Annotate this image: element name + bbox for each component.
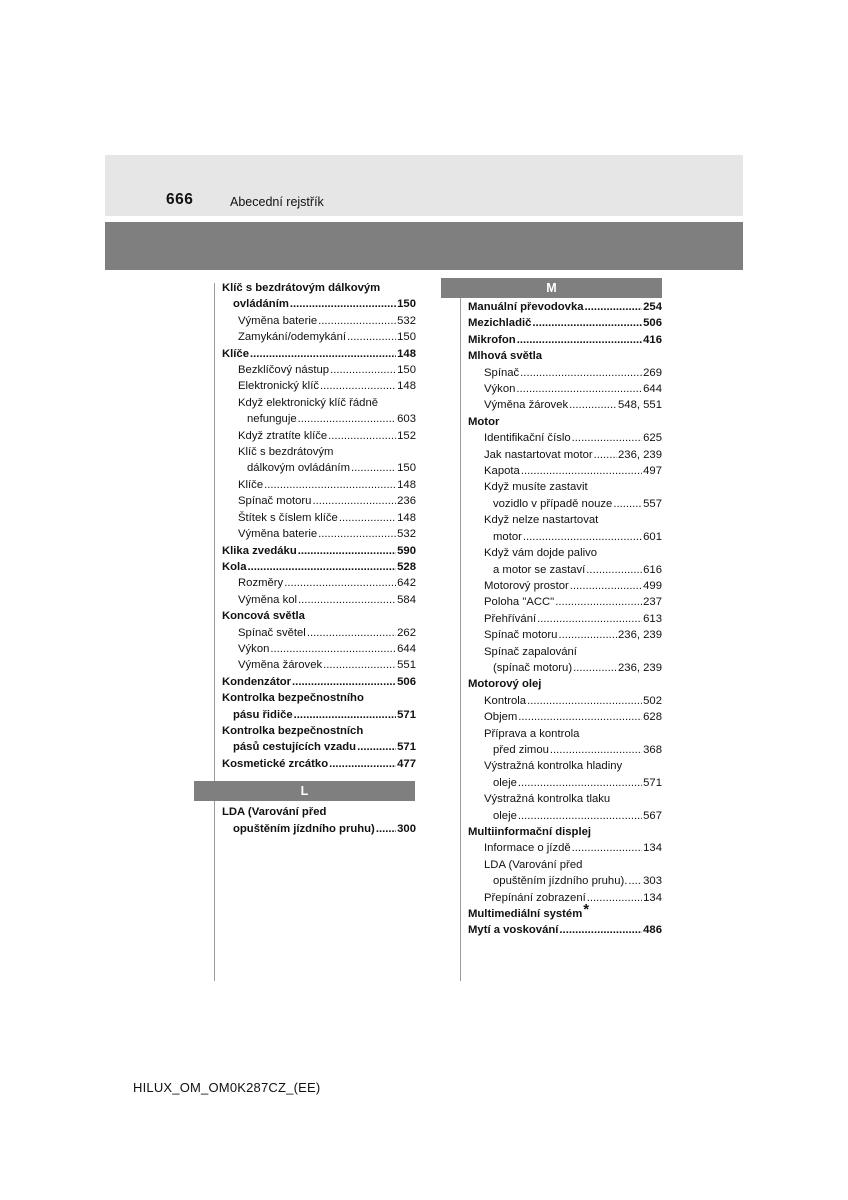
index-term: Mlhová světla: [468, 350, 543, 363]
page-reference: 152: [397, 429, 416, 442]
page-reference: 644: [643, 383, 662, 396]
index-entry: [222, 526, 416, 542]
page-reference: 601: [643, 530, 662, 543]
dot-leader: [347, 329, 396, 345]
index-entry: [222, 608, 416, 624]
index-term: Identifikační číslo: [484, 432, 571, 445]
index-term: Kosmetické zrcátko: [222, 757, 329, 770]
index-term: Výkon: [484, 383, 516, 396]
index-term: Bezklíčový nástup: [238, 364, 330, 377]
index-term: Přepínání zobrazení: [484, 891, 586, 904]
index-column-right: [468, 299, 662, 939]
index-term: opuštěním jízdního pruhu).: [493, 875, 628, 888]
index-entry: [222, 428, 416, 444]
page-reference: 502: [643, 694, 662, 707]
index-term: Informace o jízdě: [484, 842, 571, 855]
index-entry: [468, 890, 662, 906]
index-entry: [222, 575, 416, 591]
index-entry: [222, 280, 416, 296]
dot-leader: [521, 463, 642, 479]
dot-leader: [323, 657, 396, 673]
index-entry: [222, 313, 416, 329]
index-entry: [468, 545, 662, 561]
index-term: motor: [493, 530, 522, 543]
index-term: Klíč s bezdrátovým: [238, 446, 334, 459]
dot-leader: [320, 378, 396, 394]
dot-leader: [572, 430, 642, 446]
page-reference: 134: [643, 842, 662, 855]
index-entry: [468, 824, 662, 840]
index-term: Objem: [484, 711, 518, 724]
index-entry: [468, 348, 662, 364]
index-entry: [222, 641, 416, 657]
index-entry: [468, 381, 662, 397]
page-reference: 642: [397, 577, 416, 590]
page-reference: 571: [397, 708, 416, 721]
index-term: Když nelze nastartovat: [484, 514, 599, 527]
index-entry: [222, 395, 416, 411]
page-reference: 532: [397, 528, 416, 541]
page-reference: 254: [643, 301, 662, 313]
index-term: Výměna žárovek: [484, 399, 569, 412]
page-reference: 148: [397, 380, 416, 393]
index-entry: [468, 512, 662, 528]
index-column-left: [222, 280, 416, 837]
dot-leader: [558, 627, 617, 643]
index-entry: [222, 296, 416, 312]
dot-leader: [357, 739, 396, 755]
index-term: Mikrofon: [468, 333, 516, 346]
index-entry: [222, 690, 416, 706]
index-term: Spínač motoru: [484, 629, 558, 642]
page-reference: 368: [643, 743, 662, 756]
letter-heading-l: L: [194, 781, 415, 801]
page-reference: 628: [643, 711, 662, 724]
index-entry: [468, 742, 662, 758]
letter-heading-m: M: [441, 278, 662, 298]
page-reference: 616: [643, 563, 662, 576]
index-entry: [222, 510, 416, 526]
dot-leader: [572, 840, 642, 856]
index-entry: [222, 378, 416, 394]
dot-leader: [250, 346, 396, 362]
index-term: Kontrolka bezpečnostních: [222, 724, 364, 737]
dot-leader: [298, 592, 396, 608]
page-reference: 477: [397, 757, 416, 770]
index-entry: [222, 362, 416, 378]
index-term: oleje: [493, 776, 517, 789]
index-entry: [468, 644, 662, 660]
index-entry: [468, 562, 662, 578]
index-term: Spínač světel: [238, 626, 306, 639]
index-term: Rozměry: [238, 577, 284, 590]
index-entry: [468, 315, 662, 331]
page-number: 666: [166, 191, 194, 208]
page-reference: 416: [643, 333, 662, 346]
page-reference: 571: [397, 741, 416, 754]
index-term: Motorový olej: [468, 678, 542, 691]
index-term: Výměna kol: [238, 593, 298, 606]
page-reference: 571: [643, 776, 662, 789]
index-term: Klíče: [238, 478, 264, 491]
dot-leader: [329, 756, 396, 772]
dot-leader: [298, 543, 396, 559]
index-entry: [468, 873, 662, 889]
dot-leader: [307, 625, 396, 641]
index-entry: [468, 447, 662, 463]
dot-leader: [520, 365, 642, 381]
index-term: Výměna baterie: [238, 314, 318, 327]
index-term: Kapota: [484, 465, 520, 478]
index-term: ovládáním: [233, 298, 289, 311]
index-term: Mytí a voskování: [468, 924, 559, 937]
dot-leader: [550, 742, 642, 758]
index-term: Motorový prostor: [484, 579, 569, 592]
page-reference: 150: [397, 462, 416, 475]
index-entry: [468, 709, 662, 725]
dot-leader: [330, 362, 396, 378]
dot-leader: [523, 529, 642, 545]
index-entry: [222, 559, 416, 575]
page-reference: 532: [397, 314, 416, 327]
page-reference: 548, 551: [618, 399, 662, 412]
dot-leader: [318, 313, 396, 329]
index-term: Klika zvedáku: [222, 544, 297, 557]
page-reference: 506: [643, 317, 662, 330]
index-entry: [468, 808, 662, 824]
page-reference: 603: [397, 413, 416, 426]
index-entry: [222, 739, 416, 755]
index-entry: [468, 791, 662, 807]
index-term: před zimou: [493, 743, 549, 756]
index-entry: [468, 922, 662, 938]
dot-leader: [555, 594, 642, 610]
index-entry: [222, 723, 416, 739]
index-entry: [468, 660, 662, 676]
index-term: Štítek s číslem klíče: [238, 511, 338, 524]
index-term: oleje: [493, 809, 517, 822]
page-reference: 150: [397, 331, 416, 344]
page-reference: 300: [397, 822, 416, 835]
dot-leader: [376, 821, 396, 837]
page-reference: 528: [397, 560, 416, 573]
page-reference: 644: [397, 642, 416, 655]
index-entry: [468, 430, 662, 446]
page-reference: 269: [643, 366, 662, 379]
index-term: Spínač: [484, 366, 520, 379]
index-term: dálkovým ovládáním: [247, 462, 350, 475]
index-term: Jak nastartovat motor: [484, 448, 593, 461]
index-term: Když vám dojde palivo: [484, 547, 598, 560]
index-entry: [222, 657, 416, 673]
index-term: Výstražná kontrolka hladiny: [484, 760, 623, 773]
dot-leader: [587, 890, 642, 906]
index-entry: [468, 332, 662, 348]
index-term: Klíče: [222, 347, 250, 360]
page-reference: 134: [643, 891, 662, 904]
index-entry: [468, 479, 662, 495]
dot-leader: [284, 575, 396, 591]
document-code: HILUX_OM_OM0K287CZ_(EE): [133, 1080, 321, 1095]
page-reference: 150: [397, 298, 416, 311]
index-entry: [222, 625, 416, 641]
index-entry: [222, 411, 416, 427]
page-reference: 567: [643, 809, 662, 822]
index-term: Motor: [468, 415, 500, 428]
right-entry-list: [468, 299, 662, 939]
page-reference: 148: [397, 511, 416, 524]
page-reference: 148: [397, 347, 416, 360]
index-term: Elektronický klíč: [238, 380, 319, 393]
index-entry: Multimediální systém *: [468, 906, 662, 922]
dot-leader: [518, 775, 642, 791]
index-term: Když musíte zastavit: [484, 481, 588, 494]
index-entry: [468, 594, 662, 610]
dot-leader: [518, 808, 642, 824]
index-term: Manuální převodovka: [468, 301, 584, 313]
page-reference: 236, 239: [618, 629, 662, 642]
index-entry: [468, 627, 662, 643]
left-entry-list: [222, 280, 416, 772]
index-term: Příprava a kontrola: [484, 727, 580, 740]
index-entry: [222, 543, 416, 559]
index-entry: [468, 857, 662, 873]
page-reference: 150: [397, 364, 416, 377]
index-term: Mezichladič: [468, 317, 532, 330]
index-term: Výkon: [238, 642, 270, 655]
index-entry: [222, 444, 416, 460]
index-term: Když ztratíte klíče: [238, 429, 328, 442]
index-term: Koncová světla: [222, 610, 305, 623]
index-term: pásů cestujících vzadu: [233, 741, 357, 754]
index-entry: [468, 840, 662, 856]
index-term: Výměna žárovek: [238, 659, 323, 672]
index-entry: [468, 775, 662, 791]
index-term: (spínač motoru): [493, 661, 573, 674]
page-reference: 486: [643, 924, 662, 937]
dot-leader: [264, 477, 396, 493]
dot-leader: [586, 562, 642, 578]
column-divider-left: [214, 283, 215, 981]
dot-leader: [298, 411, 397, 427]
dot-leader: [594, 447, 617, 463]
index-term: nefunguje: [247, 413, 297, 426]
index-entry: [468, 365, 662, 381]
index-entry: [468, 414, 662, 430]
page-reference: 148: [397, 478, 416, 491]
index-entry: [468, 758, 662, 774]
index-entry: [468, 496, 662, 512]
dot-leader: [516, 381, 642, 397]
index-term: Multimediální systém: [468, 908, 583, 921]
index-entry: [468, 611, 662, 627]
index-entry: [222, 329, 416, 345]
page-reference: 613: [643, 612, 662, 625]
index-term: Multiinformační displej: [468, 826, 592, 838]
page-reference: 557: [643, 497, 662, 510]
index-entry: [222, 460, 416, 476]
index-term: Spínač motoru: [238, 495, 312, 508]
dot-leader: [294, 707, 396, 723]
index-term: LDA (Varování před: [222, 806, 327, 819]
index-term: Kondenzátor: [222, 675, 292, 688]
index-entry: [468, 693, 662, 709]
page-reference: 506: [397, 675, 416, 688]
page-reference: 236, 239: [618, 448, 662, 461]
index-entry: [468, 529, 662, 545]
dot-leader: [559, 922, 642, 938]
index-term: LDA (Varování před: [484, 858, 583, 871]
index-entry: [222, 756, 416, 772]
index-term: Kontrola: [484, 694, 527, 707]
section-title: Abecední rejstřík: [230, 195, 324, 209]
l-entry-list: [222, 804, 416, 837]
dot-leader: [585, 299, 643, 315]
page-reference: 584: [397, 593, 416, 606]
dot-leader: [247, 559, 396, 575]
index-term: Kontrolka bezpečnostního: [222, 692, 364, 705]
index-entry: [468, 726, 662, 742]
page-reference: 236, 239: [618, 661, 662, 674]
dot-leader: [292, 674, 396, 690]
header-dark-band: [105, 222, 743, 270]
page-reference: 303: [643, 875, 662, 888]
index-term: pásu řidiče: [233, 708, 293, 721]
page-reference: 625: [643, 432, 662, 445]
page-reference: 497: [643, 465, 662, 478]
index-entry: [468, 578, 662, 594]
index-term: Poloha "ACC": [484, 596, 555, 609]
index-term: Kola: [222, 560, 247, 573]
index-term: Přehřívání: [484, 612, 537, 625]
dot-leader: [290, 296, 396, 312]
index-term: Výstražná kontrolka tlaku: [484, 793, 611, 806]
dot-leader: [328, 428, 396, 444]
dot-leader: [517, 332, 642, 348]
dot-leader: [628, 873, 642, 889]
index-entry: [222, 493, 416, 509]
dot-leader: [613, 496, 642, 512]
index-entry: [222, 804, 416, 820]
page-reference: 262: [397, 626, 416, 639]
dot-leader: [537, 611, 642, 627]
index-entry: [468, 463, 662, 479]
index-term: opuštěním jízdního pruhu): [233, 822, 375, 835]
index-entry: [468, 299, 662, 315]
dot-leader: [527, 693, 642, 709]
index-entry: [222, 707, 416, 723]
header-band: [105, 155, 743, 216]
page-reference: 551: [397, 659, 416, 672]
page-reference: 237: [643, 596, 662, 609]
index-term: Zamykání/odemykání: [238, 331, 346, 344]
index-entry: [468, 676, 662, 692]
dot-leader: [318, 526, 396, 542]
dot-leader: [339, 510, 396, 526]
index-term: vozidlo v případě nouze: [493, 497, 613, 510]
index-term: Spínač zapalování: [484, 645, 577, 658]
index-entry: [222, 346, 416, 362]
page-reference: 236: [397, 495, 416, 508]
index-term: a motor se zastaví: [493, 563, 586, 576]
index-entry: [468, 397, 662, 413]
index-term: Když elektronický klíč řádně: [238, 396, 379, 409]
index-term: Klíč s bezdrátovým dálkovým: [222, 282, 381, 294]
index-entry: [222, 674, 416, 690]
page-reference: 590: [397, 544, 416, 557]
index-entry: [222, 821, 416, 837]
dot-leader: [569, 397, 617, 413]
page-reference: 499: [643, 579, 662, 592]
index-entry: [222, 477, 416, 493]
index-term: Výměna baterie: [238, 528, 318, 541]
dot-leader: [570, 578, 642, 594]
column-divider-right: [460, 283, 461, 981]
dot-leader: [532, 315, 642, 331]
dot-leader: [351, 460, 396, 476]
dot-leader: [312, 493, 396, 509]
dot-leader: [518, 709, 642, 725]
index-entry: [222, 592, 416, 608]
dot-leader: [573, 660, 617, 676]
dot-leader: [270, 641, 396, 657]
